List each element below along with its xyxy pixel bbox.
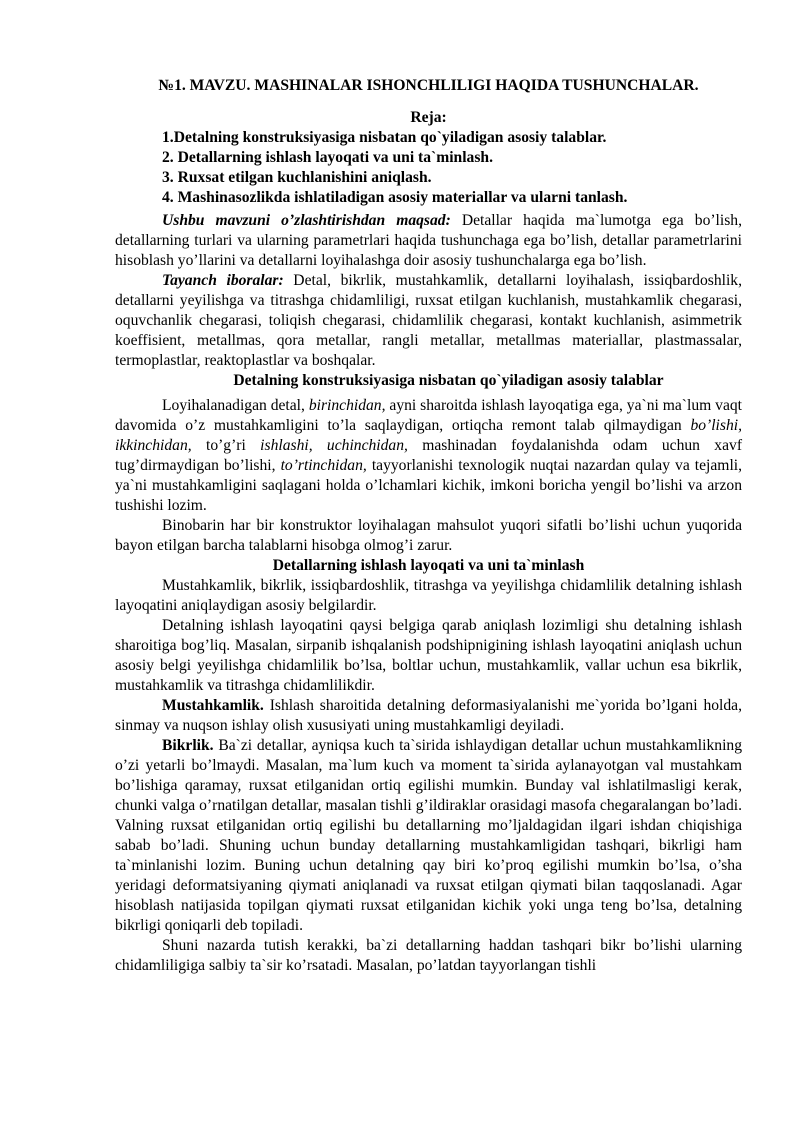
plan-item: 2. Detallarning ishlash layoqati va uni ta`minlash. [162, 149, 493, 166]
plan-item: 4. Mashinasozlikda ishlatiladigan asosiy materiallar va ularni tanlash. [162, 189, 628, 206]
goal-paragraph [115, 211, 742, 271]
text-run-italic: to’rtinchidan, [280, 457, 367, 474]
keywords-paragraph [115, 271, 742, 371]
text-run-italic: ishlashi, uchinchidan, [260, 437, 408, 454]
keywords-text: Detal, bikrlik, mustahkamlik, detallarni loyihalash, issiqbardoshlik, detallarni yeyilishga va titrashga chidamliligi, ruxsat etilgan kuchlanish, mustahkamlik chegarasi, oquvchanlik chegarasi, toliqish chegarasi, chidamlilik chegarasi, kontakt kuchlanish, asimmetrik koeffisient, metallmas, qora metallar, rangli metallar, metallmas materiallar, plastmassalar, termoplastlar, reaktoplastlar va boshqalar. [115, 272, 742, 369]
text-run: mashinadan foydalanishda odam uchun xavf tug’dirmaydigan bo’lishi, [115, 437, 743, 474]
goal-label: Ushbu mavzuni o’zlashtirishdan maqsad: [162, 212, 451, 229]
text-run-italic: bo’lishi, ikkinchidan, [115, 417, 742, 454]
plan-item: 3. Ruxsat etilgan kuchlanishini aniqlash. [162, 169, 432, 186]
goal-text: Detallar haqida ma`lumotga ega bo’lish, detallarning turlari va ularning parametrlari haqida tushunchaga ega bo’lish, detallar parametrlarini hisoblash yo’llarini va detallarni loyihalashga doir asosiy tushunchalarga ega bo’lish. [115, 212, 742, 269]
plan-item: 1.Detalning konstruksiyasiga nisbatan qo`yiladigan asosiy talablar. [162, 129, 607, 146]
strength-paragraph [115, 696, 742, 736]
strength-text: Ishlash sharoitida detalning deformasiyalanishi me`yorida bo’lgani holda, sinmay va nuqson ishlay olish xususiyati uning mustahkamligi deyiladi. [115, 697, 742, 734]
page-content [115, 76, 742, 976]
designer-paragraph: Binobarin har bir konstruktor loyihalagan mahsulot yuqori sifatli bo’lishi uchun yuqorida bayon etilgan barcha talablarni hisobga olmog’i zarur. [115, 517, 742, 554]
plan-heading: Reja: [410, 109, 447, 126]
page-title: №1. MAVZU. MASHINALAR ISHONCHLILIGI HAQIDA TUSHUNCHALAR. [158, 77, 699, 94]
capability-paragraph: Mustahkamlik, bikrlik, issiqbardoshlik, titrashga va yeyilishga chidamlilik detalning ishlash layoqatini aniqlaydigan asosiy belgilardir. [115, 577, 742, 614]
section-heading-capability: Detallarning ishlash layoqati va uni ta`minlash [272, 557, 585, 574]
strength-label: Mustahkamlik. [162, 697, 264, 714]
text-run-italic: birinchidan, [308, 397, 386, 414]
text-run: Loyihalanadigan detal, [162, 397, 309, 414]
rigidity-label: Bikrlik. [162, 737, 214, 754]
section-heading-requirements: Detalning konstruksiyasiga nisbatan qo`yiladigan asosiy talablar [233, 372, 664, 389]
capability-criteria-paragraph: Detalning ishlash layoqatini qaysi belgiga qarab aniqlash lozimligi shu detalning ishlash sharoitiga bog’liq. Masalan, sirpanib ishqalanish podshipnigining ishlash layoqatini aniqlash uchun asosiy belgi yeyilishga chidamlilik bo’lsa, boltlar uchun, mustahkamlik, vallar uchun esa bikrlik, mustahkamlik va titrashga chidamlilikdir. [115, 617, 742, 694]
text-run: ayni sharoitda ishlash layoqatiga ega, ya`ni ma`lum vaqt davomida o’z mustahkamligini to’la saqlaydigan, ortiqcha remont talab qilmaydigan [115, 397, 742, 434]
rigidity-note-paragraph: Shuni nazarda tutish kerakki, ba`zi detallarning haddan tashqari bikr bo’lishi ularning chidamliligiga salbiy ta`sir ko’rsatadi. Masalan, po’latdan tayyorlangan tishli [115, 937, 742, 974]
rigidity-text: Ba`zi detallar, ayniqsa kuch ta`sirida ishlaydigan detallar uchun mustahkamlikning o’zi yetarli bo’lmaydi. Masalan, ma`lum kuch va moment ta`sirida aylanayotgan val mustahkam bo’lishiga qaramay, ruxsat etilganidan ortiq egilishi mumkin. Bunday val ishlatilmasligi kerak, chunki valga o’rnatilgan detallar, masalan tishli g’ildiraklar orasidagi masofa chegaralangan bo’ladi. Valning ruxsat etilganidan ortiq egilishi bu detallarning mo’ljaldagidan ilgari ishdan chiqishiga sabab bo’ladi. Shuning uchun bunday detallarning mustahkamligidan tashqari, bikrligi ham ta`minlanishi lozim. Buning uchun detalning qay biri ko’proq egilishi mumkin bo’lsa, o’sha yeridagi deformatsiyaning qiymati aniqlanadi va ruxsat etilgan qiymati bilan taqqoslanadi. Agar hisoblash natijasida topilgan qiymati ruxsat etilganidan kichik yoki unga teng bo’lsa, detalning bikrligi qoniqarli deb topiladi. [115, 737, 742, 934]
text-run: to’g’ri [191, 437, 261, 454]
rigidity-paragraph [115, 736, 742, 936]
keywords-label: Tayanch iboralar: [162, 272, 284, 289]
requirements-paragraph [115, 396, 742, 516]
plan-list [115, 128, 742, 208]
text-run: tayyorlanishi texnologik nuqtai nazardan qulay va tejamli, ya`ni mustahkamligini saqlagani holda o’lchamlari kichik, imkoni boricha yengil bo’lishi va arzon tushishi lozim. [115, 457, 743, 514]
